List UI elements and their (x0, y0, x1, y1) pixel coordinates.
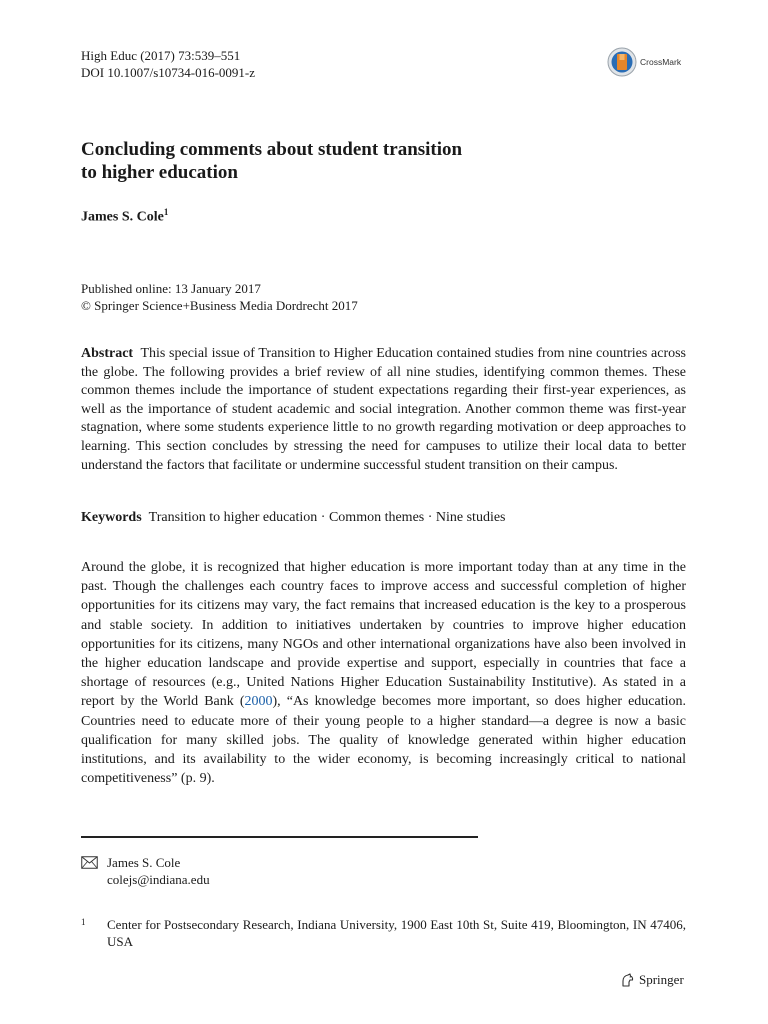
author-line (81, 207, 168, 226)
abstract-text: This special issue of Transition to Higher Education contained studies from nine countries across the globe. The following provides a brief review of all nine studies, identifying common themes. These common themes include the importance of student expectations regarding their first-year experiences, as well as the importance of student academic and social integration. Another common theme was first-year stagnation, where some students experience little to no growth regarding motivation or deep approaches to learning. This section concludes by stressing the need for campuses to utilize their local data to better understand the factors that facilitate or undermine successful student transition on their campus. (81, 346, 687, 473)
footnote-divider (81, 836, 478, 838)
keywords-label: Keywords (81, 510, 142, 525)
title-line-1: Concluding comments about student transition (81, 139, 463, 160)
crossmark-badge[interactable] (607, 47, 681, 77)
envelope-icon (81, 856, 98, 869)
affiliation-number: 1 (81, 917, 86, 927)
title-line-2: to higher education (81, 162, 238, 183)
crossmark-icon (607, 47, 637, 77)
keywords (81, 510, 686, 526)
body-paragraph (81, 558, 686, 788)
affiliation-text: Center for Postsecondary Research, Indiana University, 1900 East 10th St, Suite 419, Bloomington, IN 47406, USA (107, 917, 686, 949)
affiliation-footnote (81, 916, 686, 950)
body-text-part-2: ), “As knowledge becomes more important, so does higher education. Countries need to educate more of their young people to a higher standard—a degree is now a basic qualification for many skilled jobs. The quality of knowledge generated within higher education institutions, and its availability to the wider economy, is becoming increasingly critical to national competitiveness” (p. 9). (81, 694, 686, 787)
article-title (81, 138, 641, 184)
journal-header (81, 47, 255, 81)
publisher-name: Springer (639, 972, 684, 987)
author-affiliation-mark[interactable]: 1 (163, 207, 169, 217)
body-text-part-1: Around the globe, it is recognized that higher education is more important today than at any time in the past. Though the challenges each country faces to improve access and successful completion of higher opportunities for its citizens may vary, the fact remains that increased education is the key to a prosperous and stable society. In addition to initiatives undertaken by countries to improve higher education opportunities for its citizens, many NGOs and other international organizations have also been involved in the higher education landscape and provide expertise and support, especially in countries that face a shortage of resources (e.g., United Nations Higher Education Sustainability Institutive). As stated in a report by the World Bank ( (81, 560, 686, 710)
copyright-line: © Springer Science+Business Media Dordrecht 2017 (81, 298, 358, 313)
corresponding-author (81, 854, 210, 888)
publication-info (81, 280, 358, 314)
abstract-label: Abstract (81, 346, 134, 361)
contact-name: James S. Cole (107, 855, 181, 870)
published-date: Published online: 13 January 2017 (81, 281, 261, 296)
abstract (81, 345, 686, 475)
springer-horse-icon (620, 973, 635, 988)
contact-email[interactable]: colejs@indiana.edu (107, 872, 210, 887)
keywords-text: Transition to higher education · Common themes · Nine studies (148, 510, 506, 525)
journal-citation: High Educ (2017) 73:539–551 (81, 48, 241, 63)
springer-logo (620, 972, 684, 988)
author-name[interactable]: James S. Cole (81, 209, 164, 225)
citation-link[interactable]: 2000 (244, 694, 273, 710)
crossmark-label: CrossMark (640, 57, 682, 67)
doi-line: DOI 10.1007/s10734-016-0091-z (81, 65, 256, 80)
